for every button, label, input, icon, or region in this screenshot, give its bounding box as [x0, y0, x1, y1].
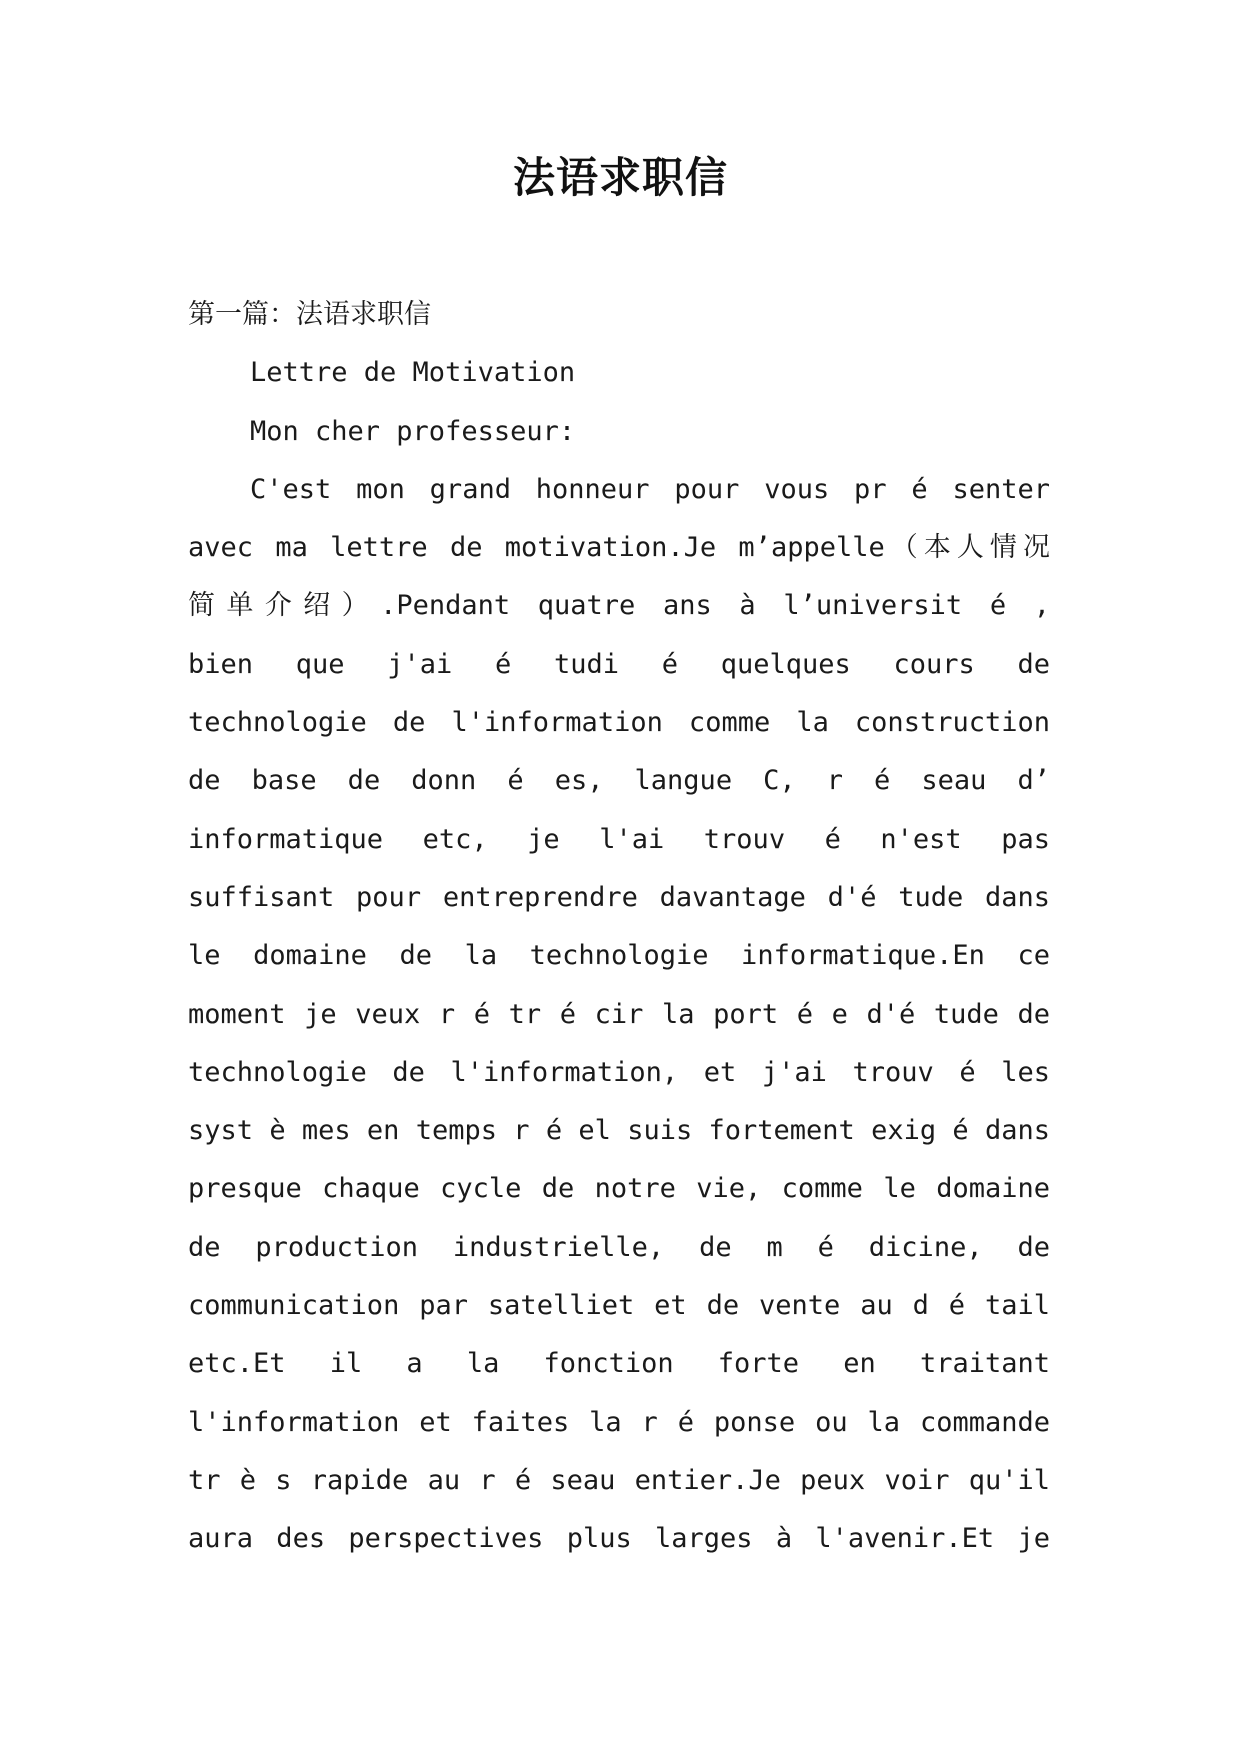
paragraph-line: 简单介绍）.Pendant quatre ans à l’universit é , — [188, 590, 1050, 622]
paragraph-line: moment je veux r é tr é cir la port é e d'é tude de — [188, 998, 1050, 1030]
paragraph-line: technologie de l'information comme la construction — [188, 707, 1050, 739]
paragraph-line: bien que j'ai é tudi é quelques cours de — [188, 648, 1050, 680]
paragraph-line: technologie de l'information, et j'ai trouv é les — [188, 1056, 1050, 1088]
paragraph-line: C'est mon grand honneur pour vous pr é senter — [250, 473, 1050, 505]
paragraph-line: syst è mes en temps r é el suis fortement exig é dans — [188, 1115, 1050, 1147]
paragraph-line: le domaine de la technologie informatique.En ce — [188, 940, 1050, 972]
paragraph-line: de base de donn é es, langue C, r é seau d’ — [188, 765, 1050, 797]
paragraph-line: informatique etc, je l'ai trouv é n'est pas — [188, 823, 1050, 855]
paragraph-line: communication par satelliet et de vente au d é tail — [188, 1290, 1050, 1322]
paragraph-line: de production industrielle, de m é dicine, de — [188, 1231, 1050, 1263]
paragraph-line: l'information et faites la r é ponse ou la commande — [188, 1406, 1050, 1438]
letter-salutation: Mon cher professeur: — [250, 415, 576, 447]
letter-heading: Lettre de Motivation — [250, 357, 576, 389]
paragraph-line: aura des perspectives plus larges à l'avenir.Et je — [188, 1523, 1050, 1555]
paragraph-line: etc.Et il a la fonction forte en traitant — [188, 1348, 1050, 1380]
document-body — [188, 286, 1050, 1569]
document-title: 法语求职信 — [512, 153, 728, 202]
paragraph-line: avec ma lettre de motivation.Je m’appelle（本人情况 — [188, 532, 1050, 564]
section-heading: 第一篇：法语求职信 — [188, 299, 431, 330]
paragraph-line: suffisant pour entreprendre davantage d'é tude dans — [188, 881, 1050, 913]
paragraph-line: tr è s rapide au r é seau entier.Je peux voir qu'il — [188, 1464, 1050, 1496]
paragraph-line: presque chaque cycle de notre vie, comme le domaine — [188, 1173, 1050, 1205]
